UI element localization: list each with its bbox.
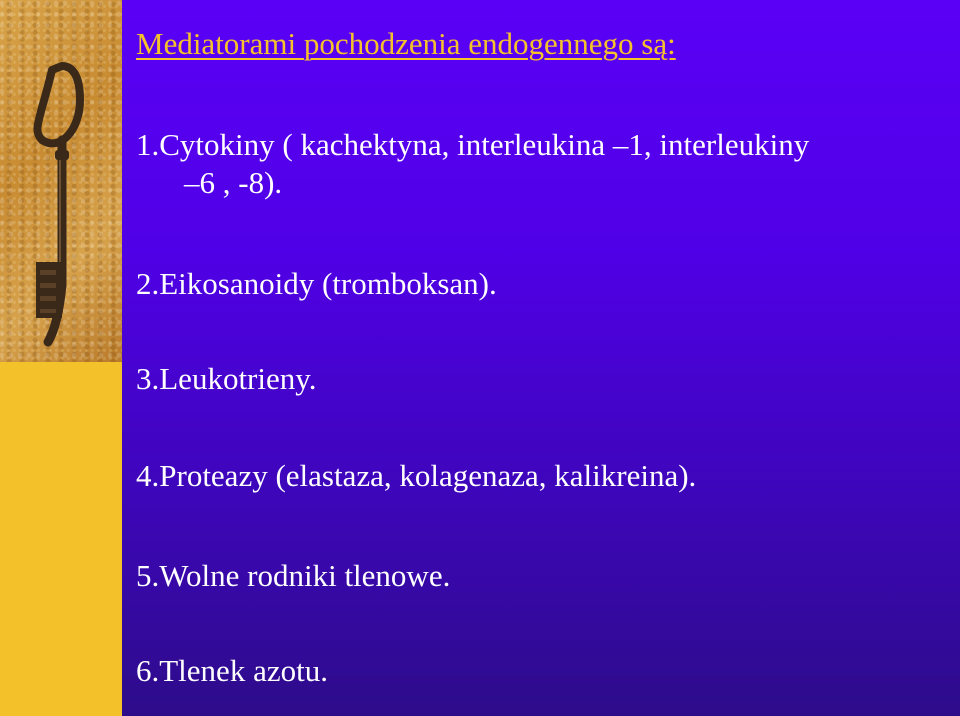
list-item-line: 2.Eikosanoidy (tromboksan).	[136, 266, 497, 301]
list-item-line: 6.Tlenek azotu.	[136, 653, 328, 688]
list-item	[136, 265, 497, 303]
list-item	[136, 557, 450, 595]
list-item	[136, 457, 696, 495]
slide-title: Mediatorami pochodzenia endogennego są:	[136, 26, 676, 61]
key-icon	[0, 0, 122, 362]
list-item-line: 5.Wolne rodniki tlenowe.	[136, 558, 451, 593]
list-item-line: 4.Proteazy (elastaza, kolagenaza, kalikreina).	[136, 458, 697, 493]
list-item-continuation: –6 , -8).	[184, 165, 283, 200]
list-item	[136, 126, 809, 202]
key-photo	[0, 0, 122, 362]
list-item-line: 3.Leukotrieny.	[136, 361, 317, 396]
list-item	[136, 652, 328, 690]
list-item	[136, 360, 317, 398]
list-item-line: 1.Cytokiny ( kachektyna, interleukina –1, interleukiny	[136, 127, 810, 162]
